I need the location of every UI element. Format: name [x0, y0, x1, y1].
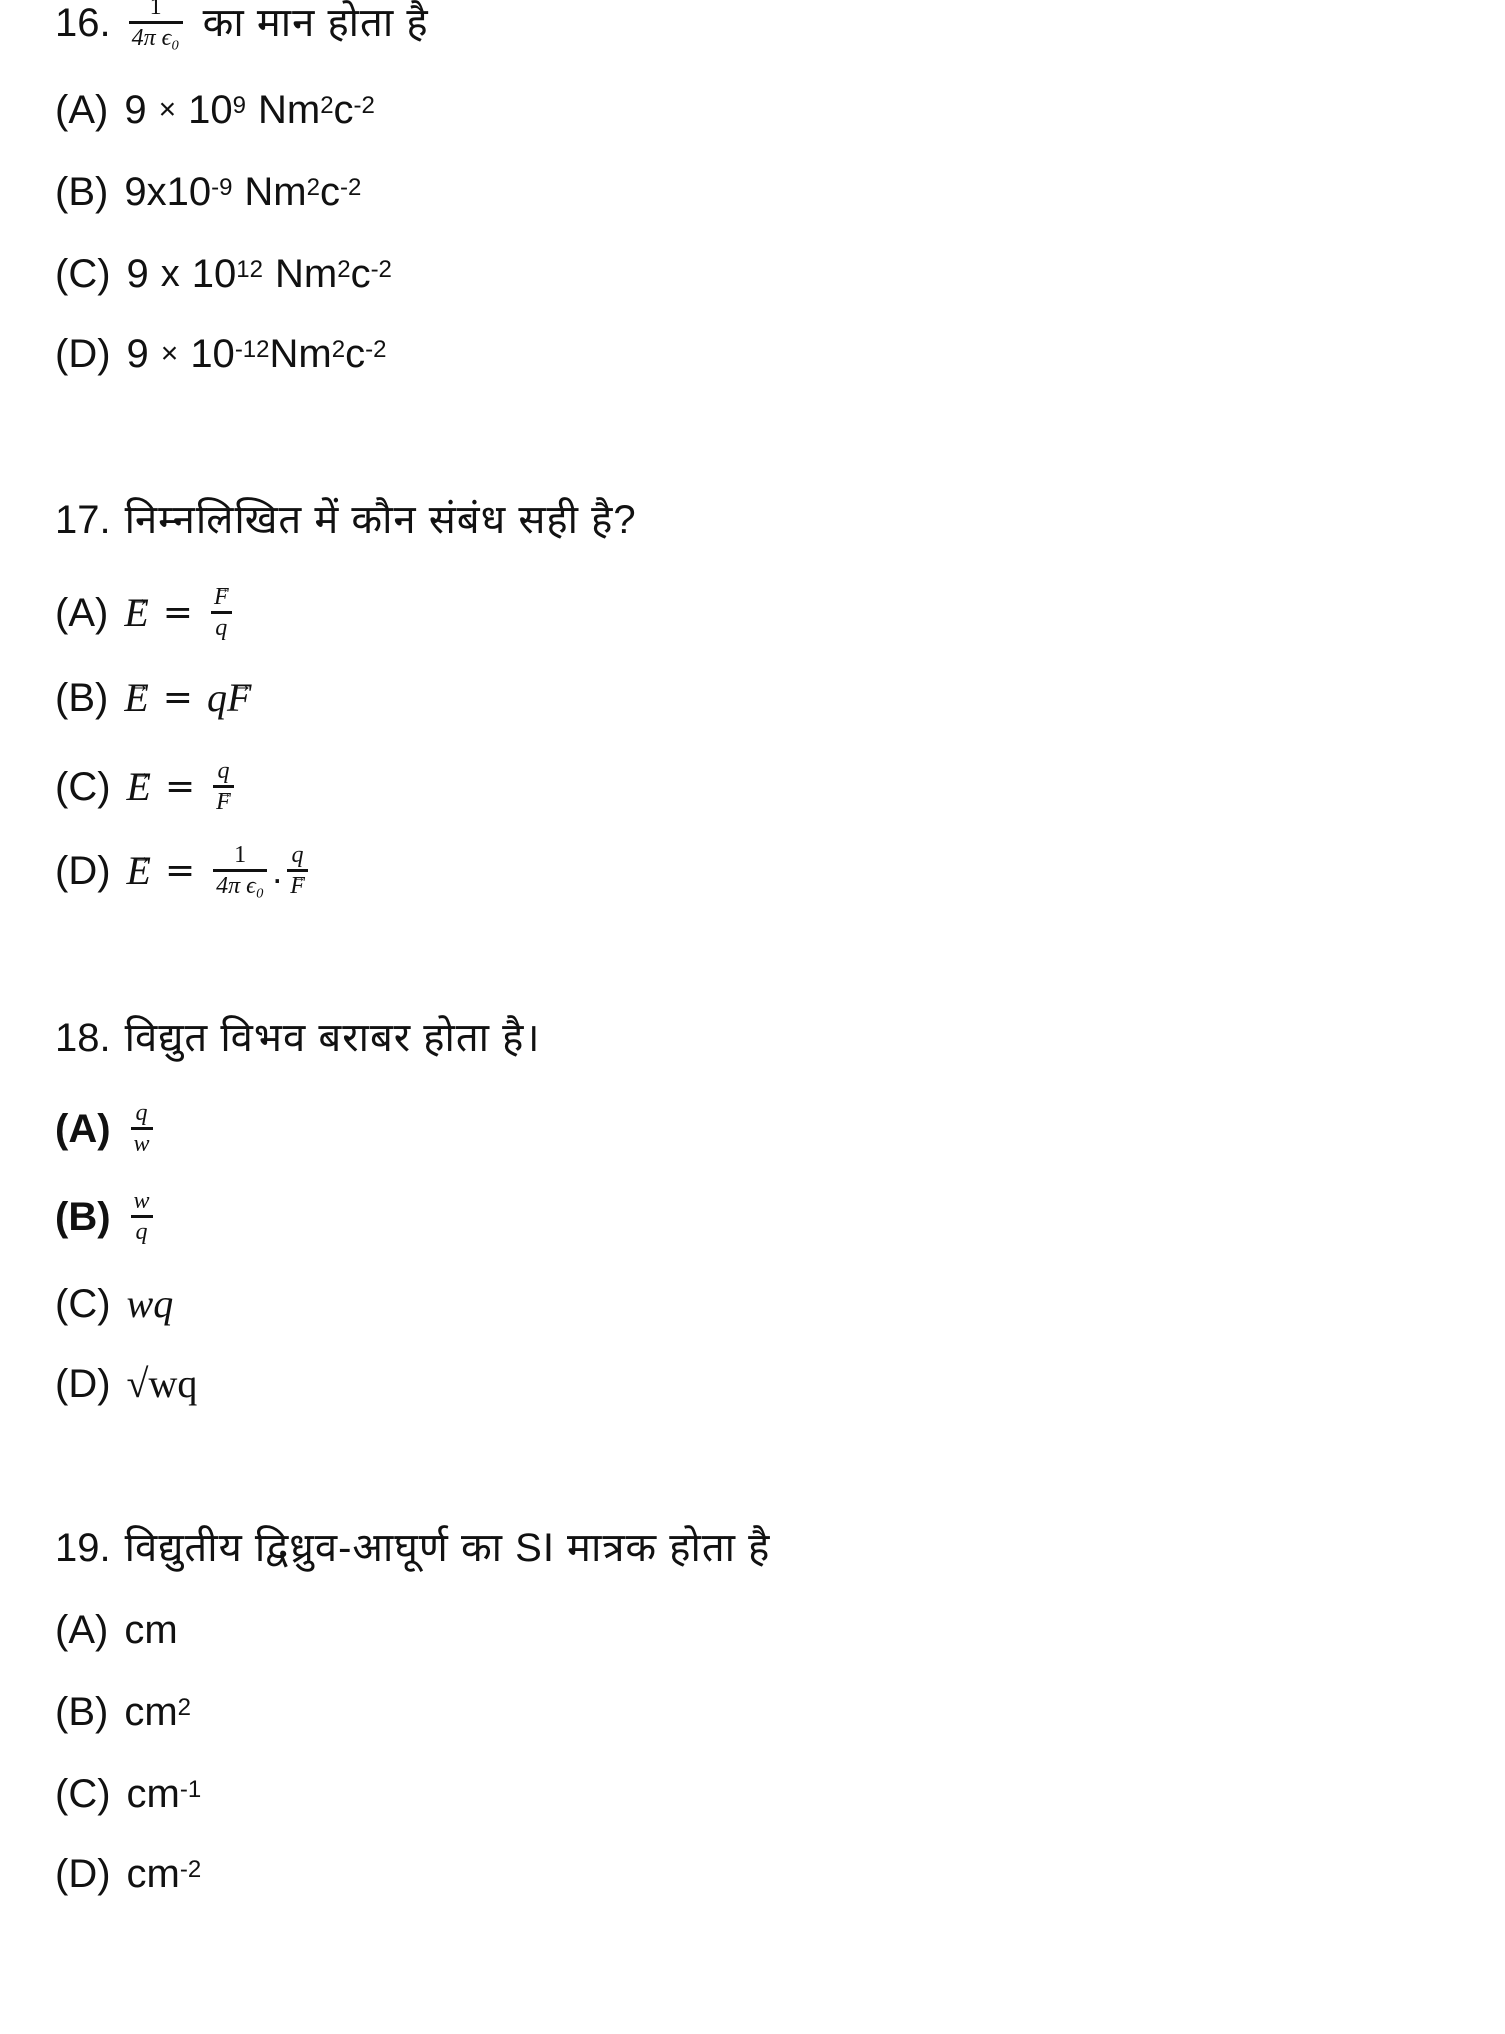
question-text: विद्युत विभव बराबर होता है। — [124, 1016, 541, 1060]
fraction-bar — [213, 869, 267, 872]
question-number: 19. — [55, 1526, 111, 1570]
option-label: (C) — [55, 1282, 111, 1326]
unit: Nm — [274, 252, 338, 296]
question-16-option-d[interactable]: (D) 9 × 10 $^{-12}$ Nm $^2$ c $^{-2}$ — [55, 332, 387, 376]
option-label: (B) — [55, 676, 109, 720]
question-text: निम्नलिखित में कौन संबंध सही है? — [124, 498, 637, 542]
equals-sign: = — [164, 765, 196, 807]
equals-sign: = — [162, 677, 193, 718]
option-label: (B) — [55, 1690, 109, 1734]
charge-q: q — [206, 675, 227, 720]
base: 10 — [191, 252, 237, 296]
question-19-option-b[interactable]: (B) cm $^2$ — [55, 1690, 192, 1734]
numerator: q — [217, 758, 230, 784]
vector-e: → E — [127, 847, 151, 895]
question-number: 17. — [55, 498, 111, 542]
option-label: (B) — [55, 170, 109, 214]
question-18-option-a[interactable] — [55, 1100, 157, 1157]
numerator: 1 — [234, 842, 247, 868]
question-number: 16. — [55, 0, 111, 45]
base: 10 — [188, 88, 233, 132]
fraction-bar — [131, 1127, 153, 1130]
multiply-sign: × — [158, 93, 177, 126]
dot-operator: . — [272, 849, 283, 891]
option-label: (D) — [55, 332, 111, 376]
multiply-sign: × — [160, 337, 179, 370]
question-17-option-c[interactable] — [55, 758, 238, 815]
unit: Nm — [244, 170, 307, 214]
base: 10 — [190, 332, 235, 376]
unit: cm — [126, 1772, 180, 1816]
question-17-title — [55, 496, 637, 544]
unit: c — [350, 252, 371, 296]
vector-e: → E — [124, 589, 148, 637]
vector-e: → E — [127, 763, 151, 811]
denominator: q — [215, 615, 228, 641]
denominator: 4π ϵ₀ — [216, 873, 265, 899]
option-label: (C) — [55, 764, 111, 809]
question-19-option-d[interactable]: (D) cm $^{-2}$ — [55, 1852, 202, 1896]
denominator: q — [135, 1219, 148, 1245]
question-19-title — [55, 1524, 770, 1572]
question-16-option-b[interactable]: (B) 9x10 $^{-9}$ Nm $^2$ c $^{-2}$ — [55, 170, 362, 214]
fraction — [213, 758, 234, 815]
fraction-one-over-4-pi-epsilon: $\frac{1}{\text{4π ϵ₀}}$ — [129, 0, 183, 51]
vector-f: → F — [214, 584, 229, 610]
option-label: (D) — [55, 1362, 111, 1406]
equals-sign: = — [164, 849, 196, 891]
vector-f: → F — [290, 873, 305, 899]
fraction — [131, 1100, 153, 1157]
unit: c — [320, 170, 340, 214]
mantissa: 9x10 — [124, 170, 212, 214]
option-label: (A) — [55, 1608, 109, 1652]
option-label: (D) — [55, 848, 111, 893]
numerator: q — [291, 842, 304, 868]
question-18-option-c[interactable] — [55, 1280, 173, 1328]
option-label: (C) — [55, 252, 111, 296]
mantissa: 9 — [126, 252, 149, 296]
unit: c — [333, 88, 354, 132]
option-label: (A) — [55, 1106, 111, 1151]
question-17-option-d[interactable] — [55, 842, 312, 899]
fraction — [287, 842, 308, 899]
question-16-title — [55, 0, 429, 51]
question-19-option-c[interactable]: (C) cm $^{-1}$ — [55, 1772, 202, 1816]
question-17-option-b[interactable] — [55, 674, 251, 722]
question-18-option-d[interactable] — [55, 1360, 197, 1408]
fraction-bar — [211, 611, 232, 614]
vector-e: → E — [124, 674, 148, 722]
numerator: w — [133, 1188, 150, 1214]
fraction — [131, 1188, 153, 1245]
mantissa: 9 — [124, 88, 147, 132]
question-text: का मान होता है — [202, 0, 429, 45]
question-16-option-a[interactable]: (A) 9 × 10 $^9$ Nm $^2$ c $^{-2}$ — [55, 88, 375, 132]
option-label: (C) — [55, 1772, 111, 1816]
fraction-bar — [131, 1215, 153, 1218]
unit: c — [345, 332, 366, 376]
unit: cm — [124, 1608, 178, 1652]
square-root-expression: √wq — [126, 1361, 198, 1406]
option-label: (A) — [55, 590, 109, 635]
question-17-option-a[interactable] — [55, 584, 236, 641]
unit: Nm — [257, 88, 321, 132]
mantissa: 9 — [126, 332, 149, 376]
question-text: विद्युतीय द्विध्रुव-आघूर्ण का SI मात्रक होता है — [124, 1526, 771, 1570]
multiply-sign: x — [160, 253, 180, 295]
option-label: (B) — [55, 1194, 111, 1239]
question-16-option-c[interactable]: (C) 9 x 10 $^{12}$ Nm $^2$ c $^{-2}$ — [55, 252, 392, 296]
denominator: w — [133, 1131, 150, 1157]
question-19-option-a[interactable] — [55, 1606, 178, 1654]
unit: Nm — [269, 332, 332, 376]
question-18-option-b[interactable] — [55, 1188, 157, 1245]
equals-sign: = — [162, 591, 193, 633]
question-number: 18. — [55, 1016, 111, 1060]
vector-f: → F — [227, 674, 251, 722]
option-label: (D) — [55, 1852, 111, 1896]
question-18-title — [55, 1014, 541, 1062]
fraction-one-over-4-pi-epsilon — [213, 842, 267, 899]
option-label: (A) — [55, 88, 109, 132]
fraction-bar — [129, 21, 183, 24]
fraction — [211, 584, 232, 641]
numerator: q — [135, 1100, 148, 1126]
unit: cm — [126, 1852, 180, 1896]
unit: cm — [124, 1690, 178, 1734]
vector-f: → F — [216, 789, 231, 815]
expression: wq — [126, 1281, 174, 1326]
